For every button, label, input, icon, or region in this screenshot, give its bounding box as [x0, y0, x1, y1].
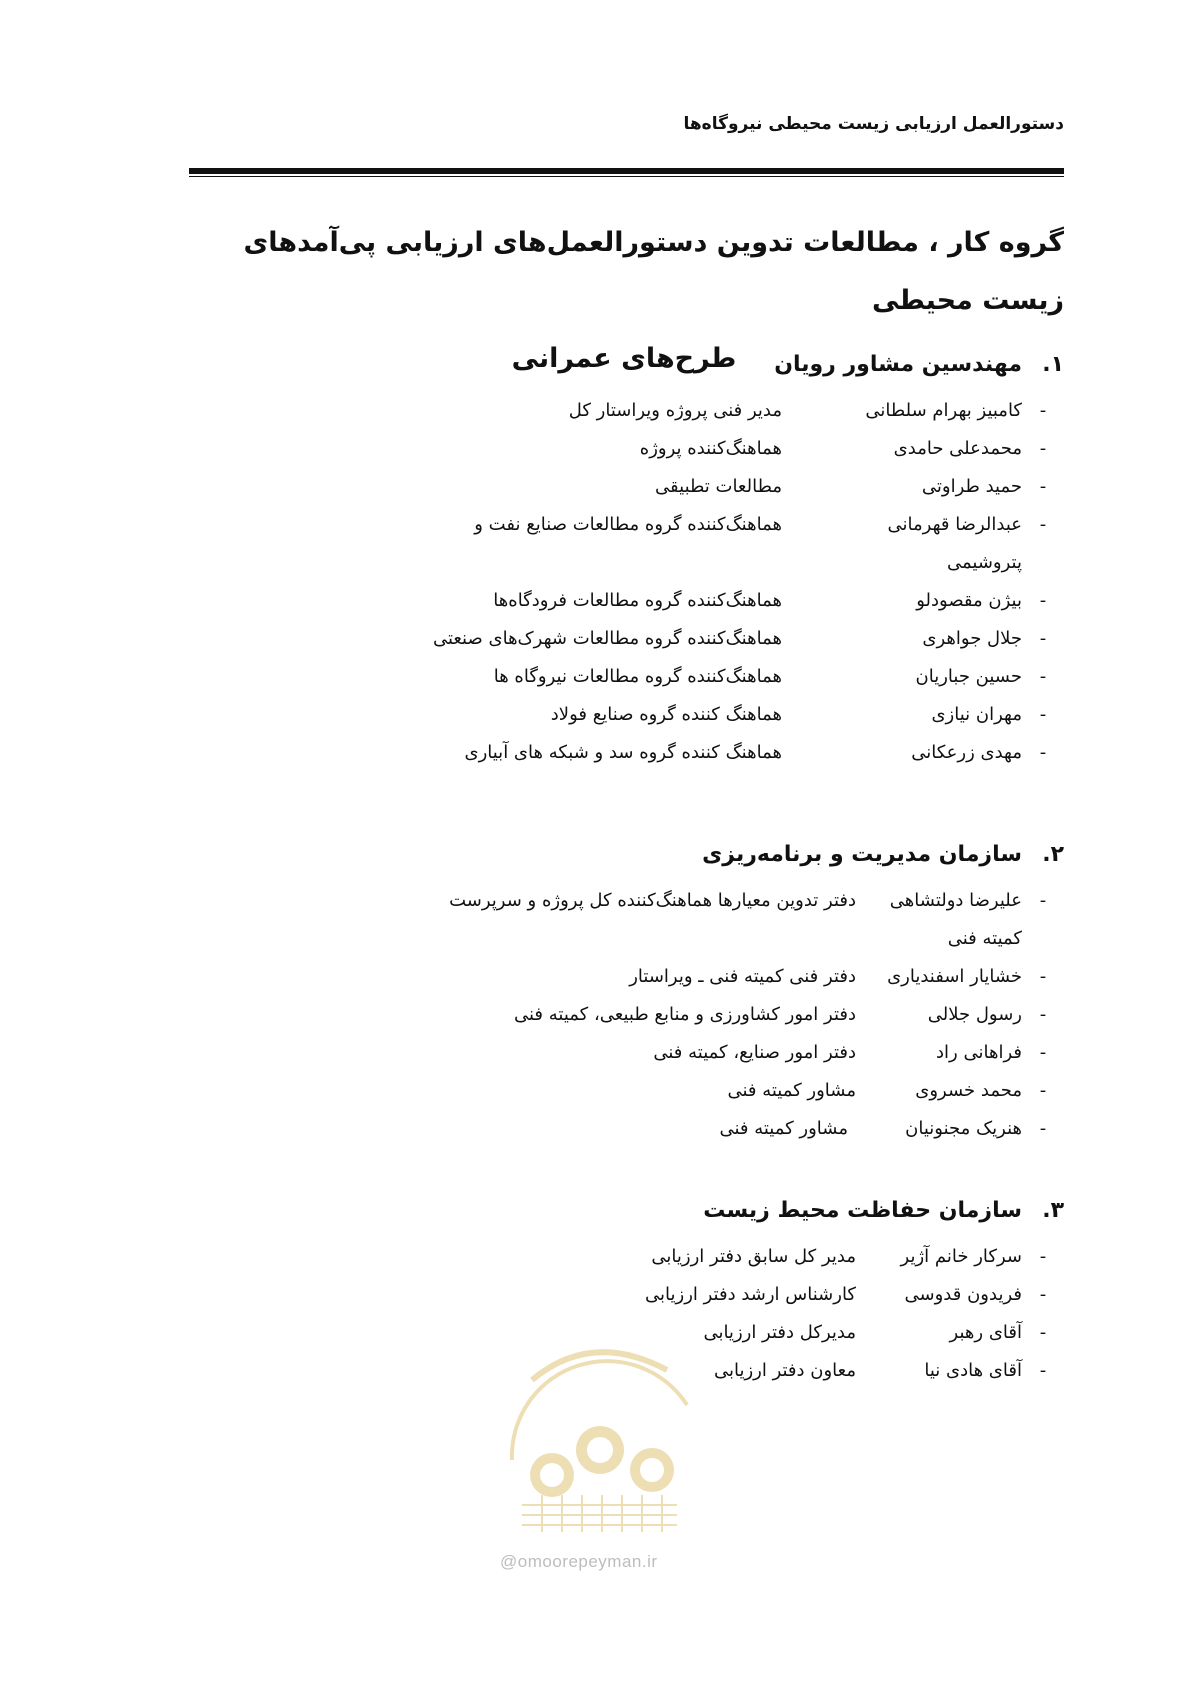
list-item — [204, 696, 1064, 734]
list-item — [204, 1034, 1064, 1072]
member-name: علیرضا دولتشاهی — [889, 890, 1022, 911]
section-management-org — [204, 842, 1064, 1148]
section-heading — [204, 352, 1064, 392]
member-name: آقای هادی نیا — [924, 1360, 1022, 1381]
bullet-dash: - — [1039, 400, 1047, 421]
member-name: محمدعلی حامدی — [893, 438, 1022, 459]
bullet-dash: - — [1039, 1118, 1047, 1139]
list-item-continuation — [204, 544, 1064, 582]
bullet-dash: - — [1039, 966, 1047, 987]
member-name: مهدی زرعکانی — [911, 742, 1022, 763]
list-item — [204, 620, 1064, 658]
member-name: آقای رهبر — [949, 1322, 1022, 1343]
bullet-dash: - — [1039, 1360, 1047, 1381]
watermark-seal-icon — [492, 1310, 707, 1535]
member-role: مدیر فنی پروژه ویراستار کل — [568, 400, 782, 421]
member-name: رسول جلالی — [927, 1004, 1022, 1025]
bullet-dash: - — [1039, 438, 1047, 459]
member-name: کامبیز بهرام سلطانی — [865, 400, 1022, 421]
member-name: فریدون قدوسی — [904, 1284, 1022, 1305]
section-title: سازمان مدیریت و برنامه‌ریزی — [702, 842, 1022, 867]
member-name: محمد خسروی — [915, 1080, 1022, 1101]
member-role: هماهنگ‌کننده گروه مطالعات فرودگاه‌ها — [493, 590, 782, 611]
section-number: ۲. — [1042, 842, 1064, 867]
member-name: هنریک مجنونیان — [905, 1118, 1022, 1139]
bullet-dash: - — [1039, 628, 1047, 649]
list-item — [204, 1238, 1064, 1276]
member-role: مشاور کمیته فنی — [719, 1118, 848, 1139]
list-item — [204, 1072, 1064, 1110]
bullet-dash: - — [1039, 590, 1047, 611]
bullet-dash: - — [1039, 1322, 1047, 1343]
member-role: مشاور کمیته فنی — [727, 1080, 856, 1101]
member-role: دفتر امور کشاورزی و منابع طبیعی، کمیته فنی — [514, 1004, 856, 1025]
section-consultants — [204, 352, 1064, 772]
bullet-dash: - — [1039, 666, 1047, 687]
list-item — [204, 882, 1064, 920]
bullet-dash: - — [1039, 514, 1047, 535]
section-title: مهندسین مشاور رویان — [774, 352, 1022, 377]
member-role: مدیرکل دفتر ارزیابی — [703, 1322, 856, 1343]
member-name: عبدالرضا قهرمانی — [887, 514, 1022, 535]
member-role: مدیر کل سابق دفتر ارزیابی — [651, 1246, 856, 1267]
section-heading — [204, 842, 1064, 882]
role-continuation: پتروشیمی — [947, 552, 1022, 573]
list-item — [204, 582, 1064, 620]
member-role: هماهنگ‌کننده پروژه — [639, 438, 782, 459]
member-role: هماهنگ کننده گروه صنایع فولاد — [550, 704, 782, 725]
bullet-dash: - — [1039, 890, 1047, 911]
section-title: سازمان حفاظت محیط زیست — [703, 1198, 1022, 1223]
list-item — [204, 658, 1064, 696]
section-number: ۳. — [1042, 1198, 1064, 1223]
member-name: سرکار خانم آژیر — [900, 1246, 1022, 1267]
list-item — [204, 1276, 1064, 1314]
bullet-dash: - — [1039, 476, 1047, 497]
bullet-dash: - — [1039, 742, 1047, 763]
member-role: دفتر فنی کمیته فنی ـ ویراستار — [629, 966, 856, 987]
list-item — [204, 958, 1064, 996]
list-item — [204, 506, 1064, 544]
list-item — [204, 996, 1064, 1034]
member-role: هماهنگ کننده گروه سد و شبکه های آبیاری — [464, 742, 782, 763]
watermark-caption: @omoorepeyman.ir — [500, 1552, 658, 1571]
role-continuation: کمیته فنی — [947, 928, 1022, 949]
member-role: هماهنگ‌کننده گروه مطالعات صنایع نفت و — [474, 514, 782, 535]
member-name: جلال جواهری — [922, 628, 1022, 649]
member-role: معاون دفتر ارزیابی — [713, 1360, 856, 1381]
member-role: هماهنگ‌کننده گروه مطالعات شهرک‌های صنعتی — [432, 628, 782, 649]
list-item — [204, 430, 1064, 468]
member-role: دفتر تدوین معیارها هماهنگ‌کننده کل پروژه و سرپرست — [449, 890, 856, 911]
member-name: خشایار اسفندیاری — [887, 966, 1022, 987]
title-line-1: گروه کار ، مطالعات تدوین دستورالعمل‌های ارزیابی پی‌آمدهای زیست محیطی — [243, 227, 1064, 316]
bullet-dash: - — [1039, 704, 1047, 725]
bullet-dash: - — [1039, 1246, 1047, 1267]
bullet-dash: - — [1039, 1004, 1047, 1025]
member-role: کارشناس ارشد دفتر ارزیابی — [645, 1284, 856, 1305]
list-item — [204, 468, 1064, 506]
member-name: حمید طراوتی — [921, 476, 1022, 497]
bullet-dash: - — [1039, 1080, 1047, 1101]
running-header: دستورالعمل ارزیابی زیست محیطی نیروگاه‌ها — [683, 114, 1064, 134]
bullet-dash: - — [1039, 1042, 1047, 1063]
member-role: دفتر امور صنایع، کمیته فنی — [653, 1042, 856, 1063]
member-name: فراهانی راد — [936, 1042, 1022, 1063]
member-name: مهران نیازی — [931, 704, 1022, 725]
title-line-2: طرح‌های عمرانی — [511, 343, 737, 374]
list-item — [204, 734, 1064, 772]
member-name: حسین جباریان — [915, 666, 1022, 687]
bullet-dash: - — [1039, 1284, 1047, 1305]
section-number: ۱. — [1042, 352, 1064, 377]
list-item — [204, 392, 1064, 430]
list-item-continuation — [204, 920, 1064, 958]
list-item — [204, 1110, 1064, 1148]
member-role: هماهنگ‌کننده گروه مطالعات نیروگاه ها — [493, 666, 782, 687]
member-name: بیژن مقصودلو — [916, 590, 1022, 611]
section-heading — [204, 1198, 1064, 1238]
member-role: مطالعات تطبیقی — [655, 476, 782, 497]
